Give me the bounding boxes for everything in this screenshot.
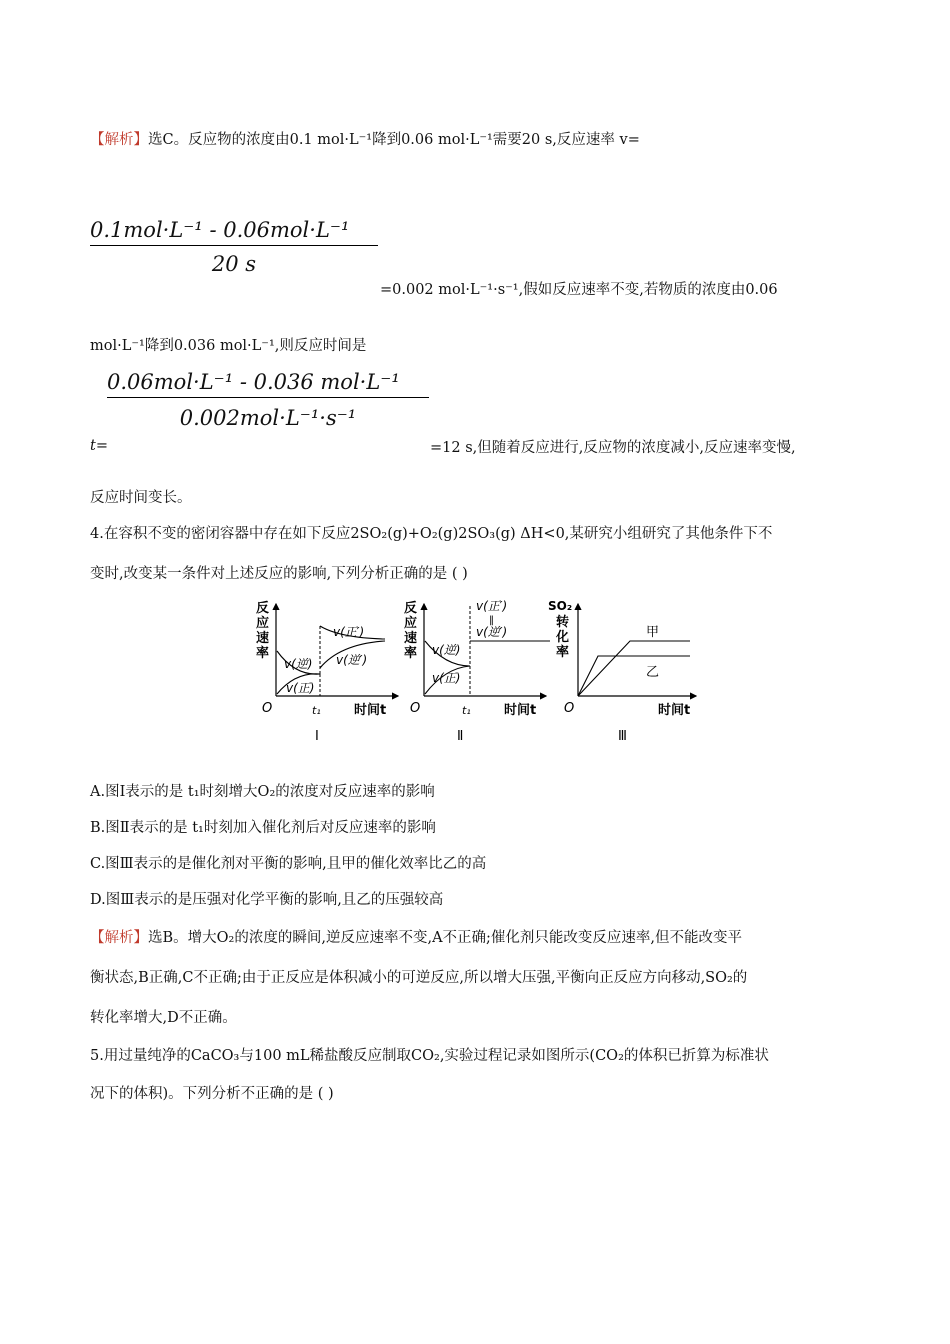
time-label: t=	[90, 438, 108, 454]
g2-ylabel-1: 反	[404, 601, 418, 616]
g2-ylabel-4: 率	[404, 646, 418, 661]
fraction-1-denominator: 20 s	[211, 252, 257, 276]
q4-figure	[250, 596, 710, 746]
g2-caption: Ⅱ	[457, 729, 464, 744]
g2-ylabel-2: 应	[404, 616, 418, 631]
fraction-2	[107, 370, 429, 430]
q4-option-b: B.图Ⅱ表示的是 t₁时刻加入催化剂后对反应速率的影响	[90, 820, 436, 836]
g2-v-rev-label: v(逆)	[432, 643, 461, 657]
graph-3	[548, 599, 696, 744]
g1-v-rev-label: v(逆)	[284, 657, 313, 671]
g1-t1: t₁	[312, 704, 321, 717]
q4-option-a: A.图Ⅰ表示的是 t₁时刻增大O₂的浓度对反应速率的影响	[90, 784, 435, 800]
g3-ylabel-4: 率	[556, 645, 570, 660]
fraction-2-numerator: 0.06mol·L⁻¹ - 0.036 mol·L⁻¹	[107, 370, 400, 394]
analysis-tag: 【解析】	[90, 930, 148, 946]
analysis-tag: 【解析】	[90, 132, 148, 148]
q5-stem-line2: 况下的体积)。下列分析不正确的是 ( )	[90, 1086, 334, 1102]
g3-yi-line	[578, 656, 690, 696]
g3-origin: O	[564, 701, 575, 716]
graph-1	[256, 600, 398, 744]
g3-jia-label: 甲	[646, 625, 660, 640]
analysis2-line1: 【解析】选B。增大O₂的浓度的瞬间,逆反应速率不变,A不正确;催化剂只能改变反应速率,但不能改变平	[90, 930, 743, 946]
q4-option-c: C.图Ⅲ表示的是催化剂对平衡的影响,且甲的催化效率比乙的高	[90, 856, 487, 872]
g2-equal-sign: ‖	[489, 615, 494, 626]
analysis2-line3: 转化率增大,D不正确。	[90, 1010, 237, 1026]
fraction-1	[90, 218, 378, 276]
g3-ylabel-2: 转	[556, 615, 570, 630]
fraction-2-denominator: 0.002mol·L⁻¹·s⁻¹	[179, 406, 357, 430]
q5-stem-line1: 5.用过量纯净的CaCO₃与100 mL稀盐酸反应制取CO₂,实验过程记录如图所示(CO₂的体积已折算为标准状	[90, 1048, 769, 1064]
fraction-1-bar	[90, 245, 378, 246]
g3-yi-label: 乙	[646, 665, 660, 680]
g2-v-fwd-new-label: v(正′)	[476, 599, 508, 613]
g3-caption: Ⅲ	[618, 729, 627, 744]
g1-v-rev-new-label: v(逆′)	[336, 653, 368, 667]
g3-xlabel: 时间t	[658, 703, 691, 718]
q4-stem-line1: 4.在容积不变的密闭容器中存在如下反应2SO₂(g)+O₂(g)2SO₃(g) ΔH<0,某研究小组研究了其他条件下不	[90, 526, 773, 542]
analysis2-line2: 衡状态,B正确,C不正确;由于正反应是体积减小的可逆反应,所以增大压强,平衡向正反应方向移动,SO₂的	[90, 970, 748, 986]
g2-t1: t₁	[462, 704, 471, 717]
fraction-2-bar	[107, 397, 429, 398]
g2-origin: O	[410, 701, 421, 716]
analysis1-line3: mol·L⁻¹降到0.036 mol·L⁻¹,则反应时间是	[90, 338, 367, 354]
q4-stem-line2: 变时,改变某一条件对上述反应的影响,下列分析正确的是 ( )	[90, 566, 468, 582]
g1-xlabel: 时间t	[354, 703, 387, 718]
g1-origin: O	[262, 701, 273, 716]
g3-ylabel-1: SO₂	[548, 599, 573, 613]
fraction-1-numerator: 0.1mol·L⁻¹ - 0.06mol·L⁻¹	[90, 218, 350, 242]
g1-ylabel-3: 速	[256, 631, 270, 646]
analysis1-line2: =0.002 mol·L⁻¹·s⁻¹,假如反应速率不变,若物质的浓度由0.06	[380, 282, 778, 298]
graph-2	[404, 599, 550, 744]
g3-jia-line	[578, 641, 690, 696]
analysis1-line5: 反应时间变长。	[90, 490, 192, 506]
g1-v-fwd-new-label: v(正′)	[333, 625, 365, 639]
q4-option-d: D.图Ⅲ表示的是压强对化学平衡的影响,且乙的压强较高	[90, 892, 444, 908]
g2-ylabel-3: 速	[404, 631, 418, 646]
g1-ylabel-1: 反	[256, 601, 270, 616]
g1-v-fwd-label: v(正)	[286, 681, 315, 695]
g1-ylabel-4: 率	[256, 646, 270, 661]
g1-ylabel-2: 应	[256, 616, 270, 631]
analysis1-line1: 【解析】选C。反应物的浓度由0.1 mol·L⁻¹降到0.06 mol·L⁻¹需要20 s,反应速率 v=	[90, 132, 640, 148]
analysis1-line4: =12 s,但随着反应进行,反应物的浓度减小,反应速率变慢,	[430, 440, 796, 456]
g2-v-rev-new-label: v(逆′)	[476, 625, 508, 639]
g1-caption: Ⅰ	[315, 729, 319, 744]
g3-ylabel-3: 化	[556, 630, 570, 645]
g2-v-fwd-label: v(正)	[432, 671, 461, 685]
g2-xlabel: 时间t	[504, 703, 537, 718]
